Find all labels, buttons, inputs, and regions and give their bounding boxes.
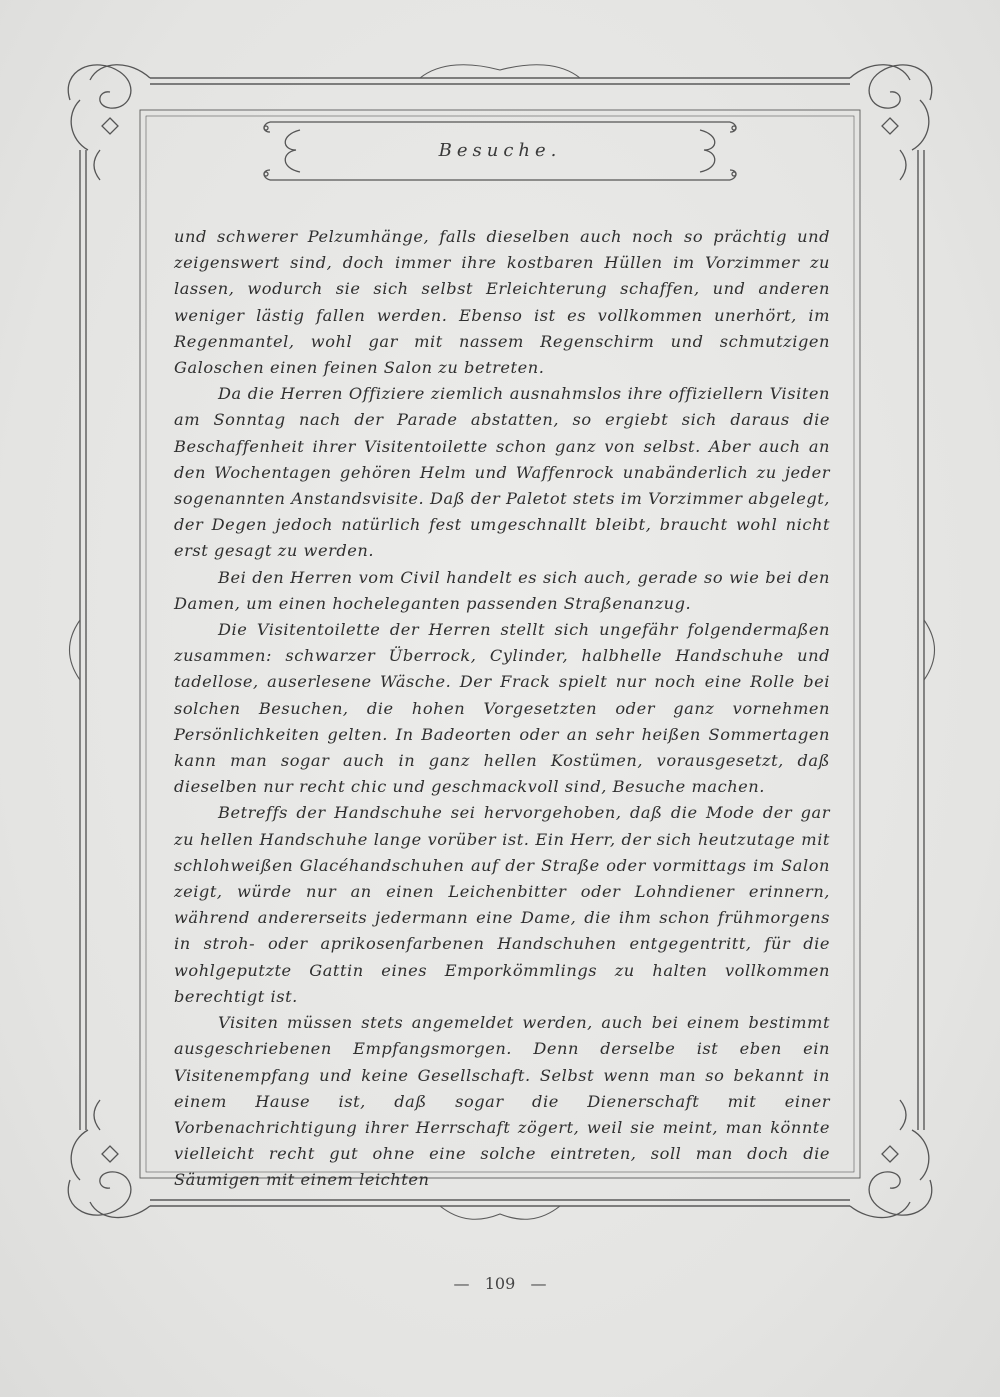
dash-right: — — [530, 1274, 547, 1293]
page-number: 109 — [484, 1274, 516, 1293]
page-number-line — [430, 1274, 570, 1293]
paragraph: und schwerer Pelzumhänge, falls dieselben auch noch so prächtig und zeigenswert sind, doch immer ihre kostbaren Hüllen im Vorzimmer zu lassen, wodurch sie sich selbst Erleichterung schaffen, und anderen weniger lästig fallen werden. Ebenso ist es vollkommen unerhört, im Regenmantel, wohl gar mit nassem Regenschirm und schmutzigen Galoschen einen feinen Salon zu betreten. — [174, 227, 830, 378]
paragraph: Die Visitentoilette der Herren stellt sich ungefähr folgendermaßen zusammen: schwarzer Überrock, Cylinder, halbhelle Handschuhe und tadellose, auserlesene Wäsche. Der Frack spielt nur noch eine Rolle bei solchen Besuchen, die hohen Vorgesetzten oder ganz vornehmen Persönlichkeiten gelten. In Badeorten oder an sehr heißen Sommertagen kann man sogar auch in ganz hellen Kostümen, vorausgesetzt, daß dieselben nur recht chic und geschmackvoll sind, Besuche machen. — [174, 620, 830, 797]
page-body — [174, 224, 830, 1194]
paragraph: Betreffs der Handschuhe sei hervorgehoben, daß die Mode der gar zu hellen Handschuhe lange vorüber ist. Ein Herr, der sich heutzutage mit schlohweißen Glacéhandschuhen auf der Straße oder vormittags im Salon zeigt, würde nur an einen Leichenbitter oder Lohndiener erinnern, während andererseits jedermann eine Dame, die ihm schon frühmorgens in stroh- oder aprikosenfarbenen Handschuhen entgegentritt, für die wohlgeputzte Gattin eines Emporkömmlings zu halten vollkommen berechtigt ist. — [174, 803, 830, 1006]
paragraph: Da die Herren Offiziere ziemlich ausnahmslos ihre offiziellern Visiten am Sonntag nach der Parade abstatten, so ergiebt sich daraus die Beschaffenheit ihrer Visitentoilette schon ganz von selbst. Aber auch an den Wochentagen gehören Helm und Waffenrock unabänderlich zu jeder sogenannten Anstandsvisite. Daß der Paletot stets im Vorzimmer abgelegt, der Degen jedoch natürlich fest umgeschnallt bleibt, braucht wohl nicht erst gesagt zu werden. — [174, 384, 830, 561]
paragraph: Visiten müssen stets angemeldet werden, auch bei einem bestimmt ausgeschriebenen Empfangsmorgen. Denn derselbe ist eben ein Visitenempfang und keine Gesellschaft. Selbst wenn man so bekannt in einem Hause ist, daß sogar die Dienerschaft mit einer Vorbenachrichtigung ihrer Herrschaft zögert, weil sie meint, man könnte vielleicht recht gut ohne eine solche eintreten, soll man doch die Säumigen mit einem leichten — [174, 1013, 830, 1190]
running-head: Besuche. — [438, 140, 562, 161]
dash-left: — — [453, 1274, 470, 1293]
paragraph: Bei den Herren vom Civil handelt es sich auch, gerade so wie bei den Damen, um einen hocheleganten passenden Straßenanzug. — [174, 567, 830, 613]
